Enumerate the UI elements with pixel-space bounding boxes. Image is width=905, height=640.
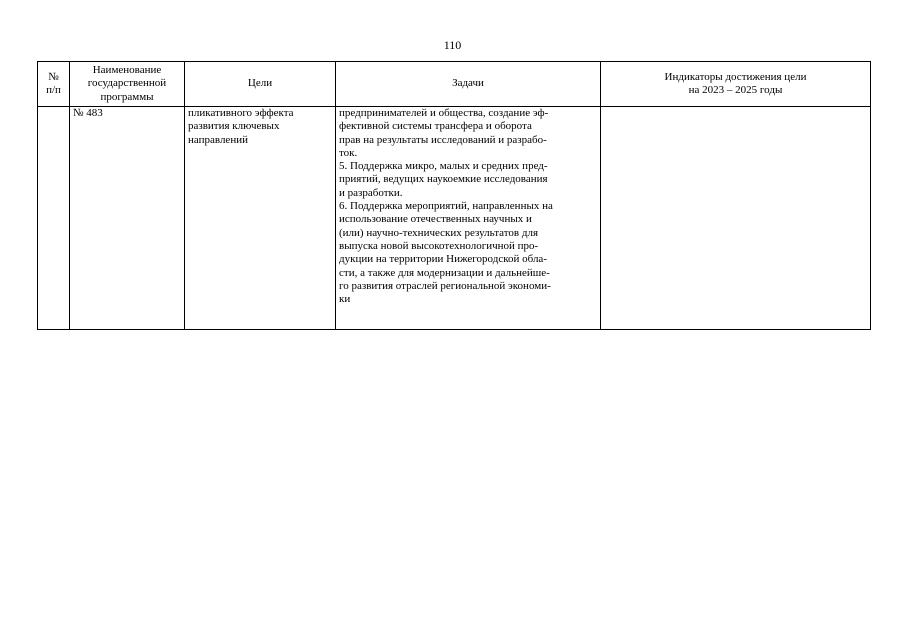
cell-num — [38, 107, 70, 330]
tasks-line: го развития отраслей региональной экономи- — [339, 279, 551, 292]
tasks-line: (или) научно-технических результатов для — [339, 226, 539, 239]
table-row — [38, 107, 871, 330]
goals-line: направлений — [188, 133, 248, 146]
cell-tasks — [336, 107, 601, 330]
tasks-line: ток. — [339, 146, 358, 159]
tasks-line: ки — [339, 293, 351, 306]
header-goals-line: Цели — [247, 77, 273, 90]
tasks-line: прав на результаты исследований и разрабо- — [339, 133, 547, 146]
tasks-line: приятий, ведущих наукоемкие исследования — [339, 173, 548, 186]
header-num-line: № — [48, 70, 59, 83]
tasks-line: 5. Поддержка микро, малых и средних пред- — [339, 160, 548, 173]
header-row — [38, 62, 871, 107]
table-header — [38, 62, 871, 107]
header-indicators — [601, 62, 871, 107]
goals-line: развития ключевых — [188, 120, 280, 133]
program-table — [37, 61, 871, 330]
table-body — [38, 107, 871, 330]
cell-indicators — [601, 107, 871, 330]
header-tasks — [336, 62, 601, 107]
header-program-name — [70, 62, 185, 107]
program-name-line: № 483 — [73, 107, 103, 119]
tasks-line: использование отечественных научных и — [339, 213, 532, 226]
goals-line: пликативного эффекта — [188, 107, 294, 119]
header-indicators-line: на 2023 – 2025 годы — [688, 84, 783, 96]
header-program-line: Наименование — [92, 64, 162, 77]
tasks-line: 6. Поддержка мероприятий, направленных на — [339, 200, 553, 213]
tasks-line: дукции на территории Нижегородской обла- — [339, 253, 547, 266]
header-program-line: государственной — [87, 77, 167, 90]
tasks-line: фективной системы трансфера и оборота — [339, 120, 532, 133]
cell-program-name — [70, 107, 185, 330]
tasks-line: выпуска новой высокотехнологичной про- — [339, 239, 539, 252]
header-indicators-line: Индикаторы достижения цели — [664, 70, 807, 83]
tasks-line: и разработки. — [339, 186, 403, 199]
header-program-line: программы — [100, 90, 154, 103]
header-num — [38, 62, 70, 107]
tasks-line: предпринимателей и общества, создание эф- — [339, 107, 549, 119]
header-tasks-line: Задачи — [452, 77, 484, 90]
header-goals — [185, 62, 336, 107]
tasks-line: сти, а также для модернизации и дальнейше- — [339, 266, 550, 279]
page-number: 110 — [443, 38, 462, 52]
cell-goals — [185, 107, 336, 330]
header-num-line: п/п — [46, 84, 61, 96]
